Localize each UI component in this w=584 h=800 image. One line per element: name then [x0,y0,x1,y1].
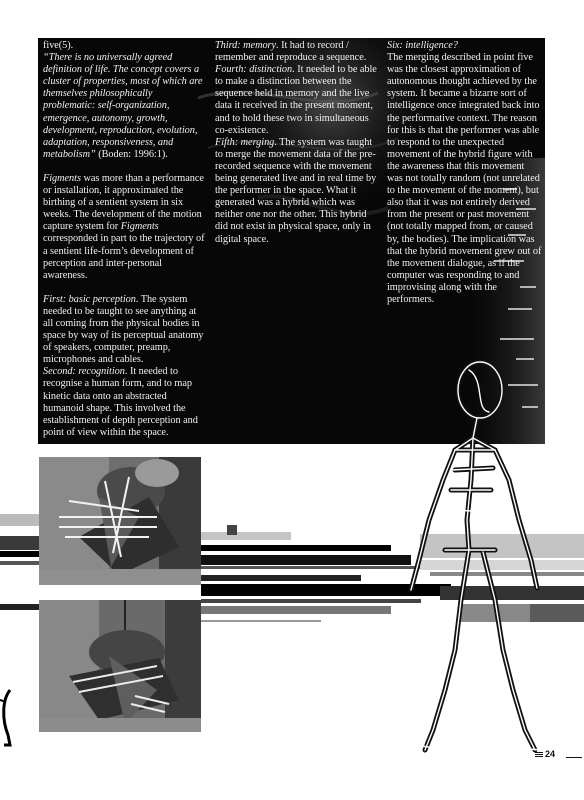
performer-photo-1 [39,457,201,585]
column1-paragraph-3 [43,294,206,439]
intro-line: five(5). [43,40,74,51]
page-number: 24 [545,749,556,759]
first-perception-heading: First: basic perception [43,293,136,305]
column2-paragraph-1 [215,40,378,246]
figments-title-2: Figments [120,221,159,233]
boden-citation: (Boden: 1996:1). [98,148,168,160]
fourth-distinction-heading: Fourth: distinction [215,64,293,76]
skeleton-figure-drawing [385,350,545,755]
figments-title: Figments [43,172,81,184]
column1-paragraph-1 [43,40,206,161]
page-number-rule [566,757,582,758]
second-recognition-text: . It needed to recognise a human form, and to map kinetic data onto an abstracted humanoid shape. This involved the establishment of depth perception and point of view within the space. [43,366,198,438]
performer-photo-2 [39,600,201,732]
performer-image-2 [39,600,201,732]
six-intelligence-heading: Six: intelligence? [387,40,458,51]
column1-paragraph-2 [43,173,206,282]
text-column-2 [215,40,378,246]
fifth-merging-heading: Fifth: merging [215,136,275,148]
six-intelligence-text: The merging described in point five was the closest approximation of autonomous thought achieved by the system. It became a bizarre sort of intelligence once integrated back into the performative context. The reason for this is that the performer was able to respond to the unexpected movement of the hybrid figure with the awareness that this movement was not totally random (not unrelated to the movement of the moment), but also that it was not entirely derived from the present or past movement (not totally mapped from, or caused by, the bodies). The implication was that the hybrid movement grew out of the movement dialogue, as if the computer was responding to and improvising along with the performers. [387,52,542,305]
figments-text-2: corresponded in part to the trajectory of a sentient life-form’s development of perception and inter-personal awareness. [43,233,205,281]
second-recognition-heading: Second: recognition [43,366,125,378]
text-column-1 [43,40,206,439]
third-memory-heading: Third: memory [215,40,277,51]
first-perception-text: . The system needed to be taught to see anything at all coming from the physical bodies in space by way of its perceptual anatomy of speakers, computer, preamp, microphones and cables. [43,293,204,366]
third-memory-text: . It had to record / remember and reproduce a sequence. [215,40,367,64]
figments-text-1: was more than a performance or installation, it approximated the birthing of a sentient system in six weeks. The development of the motion capture system for [43,172,204,233]
boden-quote: “There is no universally agreed definition of life. The concept covers a cluster of properties, most of which are themselves philosophically problematic: self-organization, emergence, autonomy, growth, development, reproduction, evolution, adaptation, responsiveness, and metabolism” [43,52,203,160]
fourth-distinction-text: . It needed to be able to make a distinction between the sequence held in memory and the live data it received in the present moment, and to hold these two in simultaneous co-existence. [215,64,377,136]
column3-paragraph-1 [387,40,542,306]
fifth-merging-text: . The system was taught to merge the movement data of the pre-recorded sequence with the movement being generated live and in real time by the performer in the space. What it generated was a hybrid which was neither one nor the other. This hybrid did not exist in physical space, only in digital space. [215,136,377,245]
page-marker-icon [535,752,543,757]
text-column-3 [387,40,542,306]
performer-image-1 [39,457,201,585]
